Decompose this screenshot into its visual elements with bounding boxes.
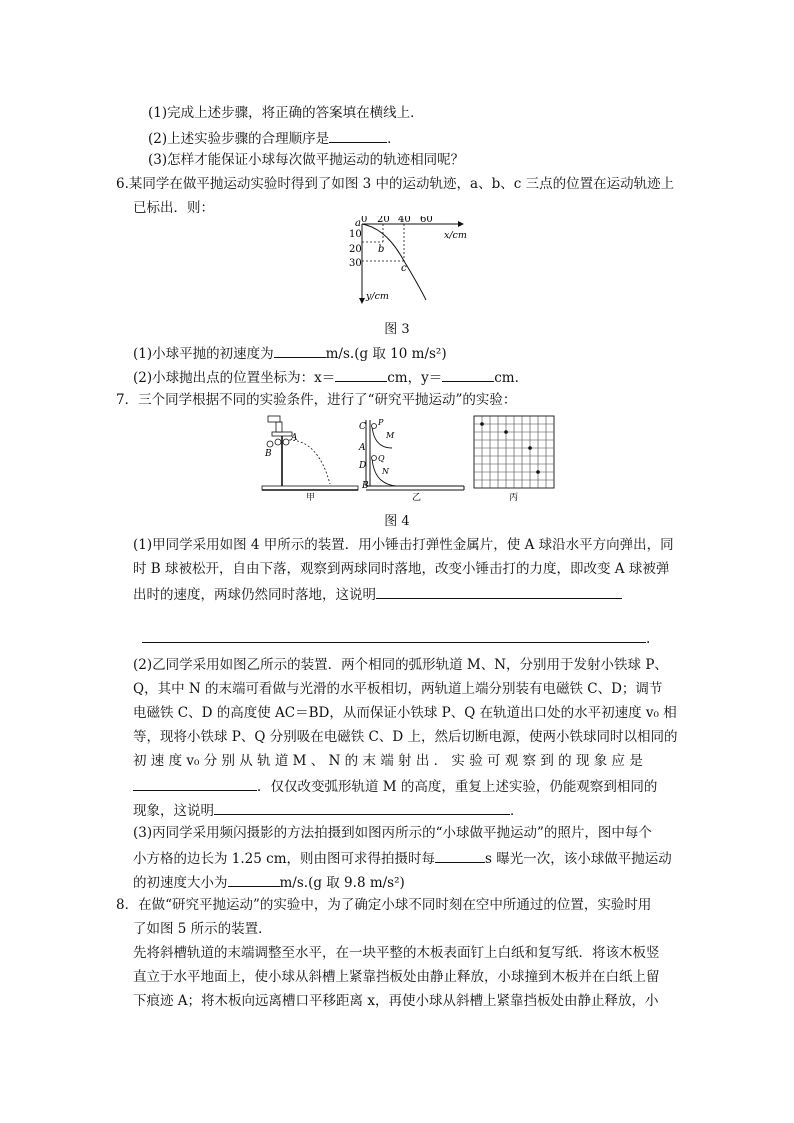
q8-line5: 下痕迹 A；将木板向远离槽口平移距离 x，再使小球从斜槽上紧靠挡板处由静止释放，小: [133, 993, 659, 1009]
yi-label-P: P: [378, 418, 384, 427]
yi-label-C: C: [359, 422, 366, 432]
sub-caption-jia: 甲: [306, 493, 316, 503]
q7-p1-line3: 出时的速度，两球仍然同时落地，这说明: [133, 584, 622, 604]
y-tick: 20: [349, 244, 362, 255]
q8-line2: 了如图 5 所示的装置．: [133, 921, 272, 937]
yi-label-M: M: [386, 431, 395, 440]
q6-sub1: (1)小球平抛的初速度为 m/s.(g 取 10 m/s²): [133, 343, 447, 363]
yi-label-Q: Q: [378, 454, 385, 463]
y-tick: 10: [349, 229, 362, 240]
sub-caption-bing: 丙: [509, 493, 519, 503]
jia-label-B: B: [265, 449, 272, 459]
point-label-c: c: [401, 263, 407, 274]
q7-p2-line1: (2)乙同学采用如图乙所示的装置．两个相同的弧形轨道 M、N，分别用于发射小铁球 P、: [133, 657, 668, 673]
answer-blank[interactable]: [335, 367, 387, 382]
yi-label-D: D: [359, 461, 367, 471]
yi-label-N: N: [382, 467, 389, 476]
q7-p1-line1: (1)甲同学采用如图 4 甲所示的装置．用小锤击打弹性金属片，使 A 球沿水平方向弹出，同: [133, 537, 674, 553]
sub-caption-yi: 乙: [412, 493, 422, 503]
answer-blank[interactable]: [442, 367, 494, 382]
answer-blank[interactable]: [214, 800, 510, 815]
point-label-a: a: [355, 218, 361, 229]
answer-blank[interactable]: [329, 128, 387, 143]
y-tick: 30: [349, 258, 362, 269]
q5-sub3: (3)怎样才能保证小球每次做平抛运动的轨迹相同呢？: [148, 152, 465, 168]
q7-p2-line4: 等，现将小铁球 P、Q 分别吸在电磁铁 C、D 上，然后切断电源，使两小铁球同时以相同的: [133, 729, 678, 745]
figure-3-trajectory: [340, 216, 480, 308]
x-axis-label: x/cm: [444, 230, 467, 241]
q7-stem: 7．三个同学根据不同的实验条件，进行了“研究平抛运动”的实验：: [116, 392, 517, 408]
answer-blank[interactable]: [376, 584, 622, 599]
x-tick: 20: [377, 216, 390, 225]
q7-p2-line2: Q，其中 N 的末端可看做与光滑的水平板相切，两轨道上端分别装有电磁铁 C、D；调节: [133, 681, 663, 697]
yi-label-B: B: [362, 481, 369, 491]
point-label-b: b: [378, 244, 385, 255]
x-tick: 0: [361, 216, 368, 225]
answer-blank[interactable]: [142, 628, 646, 643]
q8-line1: 8．在做“研究平抛运动”的实验中，为了确定小球不同时刻在空中所通过的位置，实验时用: [116, 897, 652, 913]
figure-4-apparatus: [256, 412, 566, 504]
jia-label-A: A: [291, 433, 298, 443]
q5-sub2: (2)上述实验步骤的合理顺序是 ．: [148, 128, 401, 148]
x-tick: 40: [398, 216, 411, 225]
q7-p1-line2: 时 B 球被松开，自由下落，观察到两球同时落地，改变小锤击打的力度，即改变 A 球被弹: [133, 561, 670, 577]
figure-3-caption: 图 3: [384, 322, 410, 337]
yi-label-A: A: [359, 443, 366, 453]
q7-p3-line1: (3)丙同学采用频闪摄影的方法拍摄到如图丙所示的“小球做平抛运动”的照片，图中每个: [133, 825, 652, 841]
q6-sub2: (2)小球抛出点的位置坐标为：x＝ cm，y＝ cm.: [133, 367, 519, 387]
answer-blank[interactable]: [274, 343, 326, 358]
q6-stem-line1: 6.某同学在做平抛运动实验时得到了如图 3 中的运动轨迹，a、b、c 三点的位置在运动轨迹上: [116, 176, 675, 192]
q5-sub1: (1)完成上述步骤，将正确的答案填在横线上．: [148, 105, 424, 121]
q6-stem-line2: 已标出．则：: [133, 200, 214, 216]
x-tick: 60: [420, 216, 433, 225]
q7-p1-line4: .: [142, 628, 650, 648]
answer-blank[interactable]: [133, 776, 257, 791]
answer-blank[interactable]: [228, 872, 280, 887]
q7-p2-line3: 电磁铁 C、D 的高度使 AC＝BD，从而保证小铁球 P、Q 在轨道出口处的水平初速度 v₀ 相: [133, 705, 677, 721]
q7-p2-line7: 现象，这说明 ．: [133, 800, 524, 820]
answer-blank[interactable]: [435, 848, 485, 863]
q7-p3-line2: 小方格的边长为 1.25 cm，则由图可求得拍摄时每 s 曝光一次，该小球做平抛运动: [133, 848, 672, 868]
q7-p2-line5: 初 速 度 v₀ 分 别 从 轨 道 M 、 N 的 末 端 射 出 ． 实 验 可 观 察 到 的 现 象 应 是: [133, 753, 643, 769]
q7-p3-line3: 的初速度大小为 m/s.(g 取 9.8 m/s²): [133, 872, 405, 892]
q8-line3: 先将斜槽轨道的末端调整至水平，在一块平整的木板表面钉上白纸和复写纸．将该木板竖: [133, 945, 660, 961]
figure-4-caption: 图 4: [384, 514, 410, 529]
y-axis-label: y/cm: [366, 291, 389, 302]
q7-p2-line6: ．仅仅改变弧形轨道 M 的高度，重复上述实验，仍能观察到相同的: [133, 776, 657, 796]
q8-line4: 直立于水平地面上，使小球从斜槽上紧靠挡板处由静止释放，小球撞到木板并在白纸上留: [133, 969, 660, 985]
